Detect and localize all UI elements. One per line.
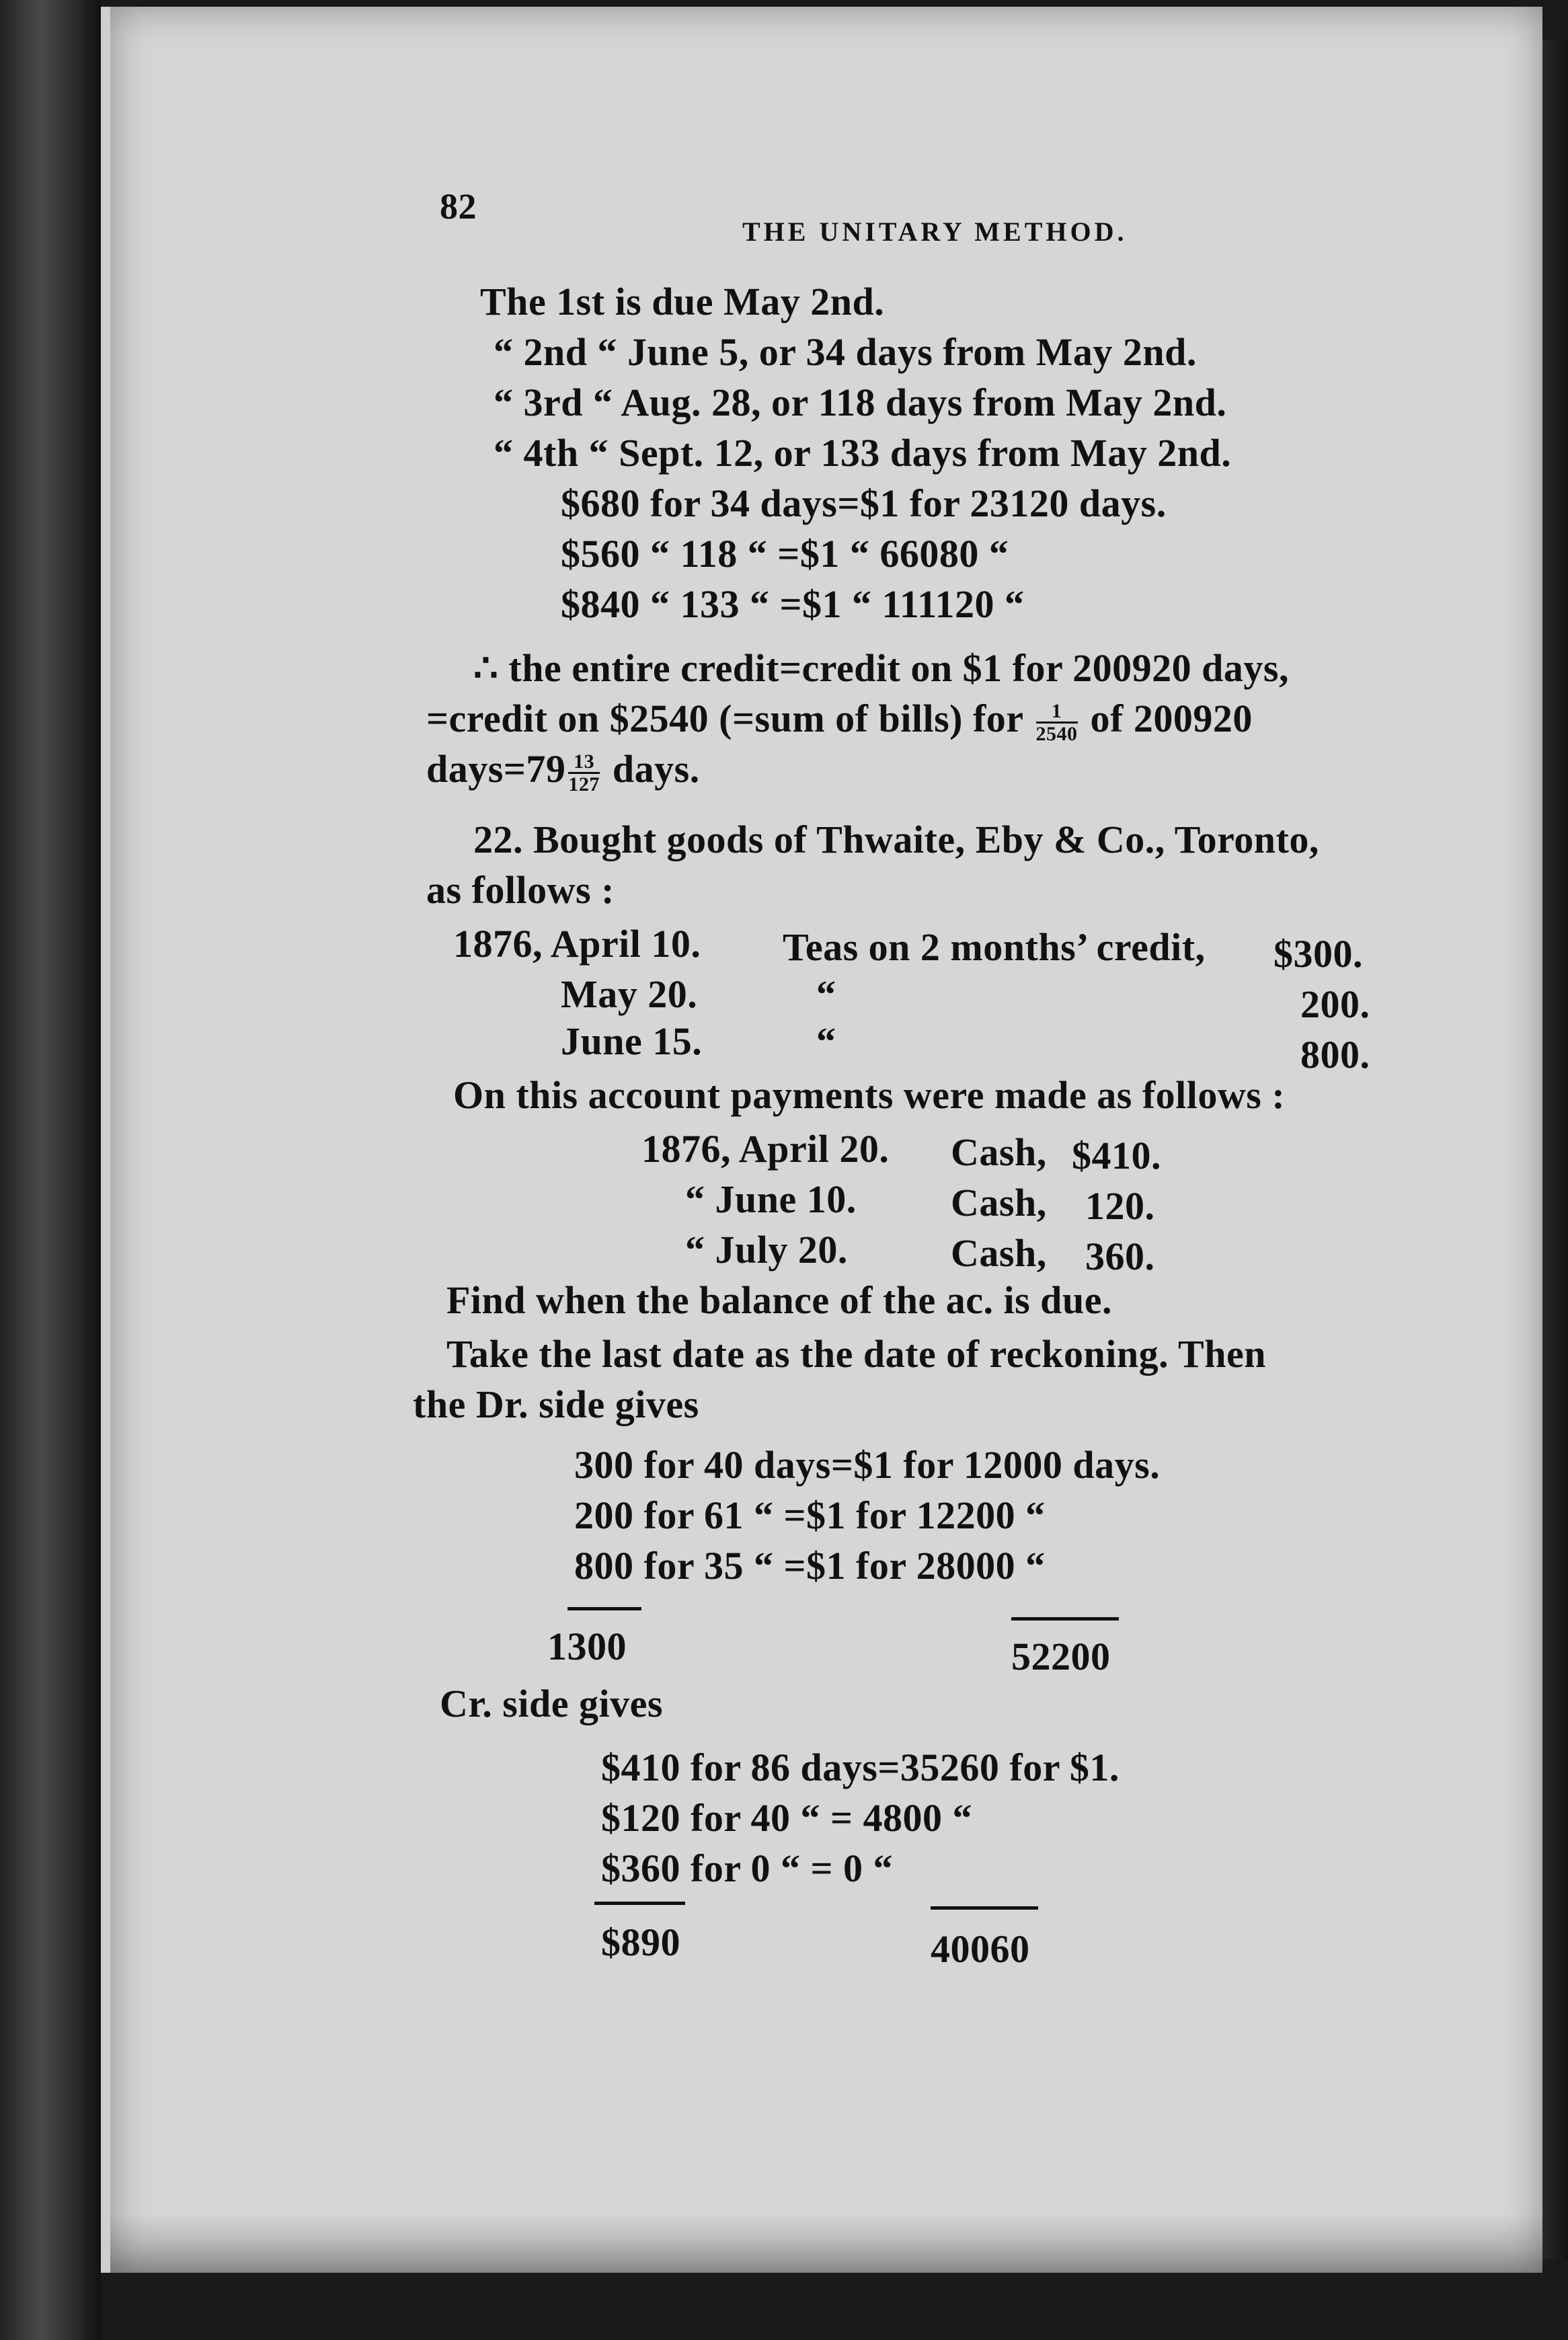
purchase-item: Teas on 2 months’ credit, [783,925,1206,969]
solution-line: Take the last date as the date of reckoning. Then [446,1332,1266,1376]
purchase-date: 1876, April 10. [453,922,701,966]
payment-amount: 120. [1085,1184,1155,1228]
conclusion-text: days. [612,747,700,791]
purchase-date: June 15. [561,1019,703,1063]
running-title: THE UNITARY METHOD. [742,217,1128,247]
question: Find when the balance of the ac. is due. [446,1278,1112,1322]
cr-line: $410 for 86 days=35260 for $1. [601,1746,1120,1789]
solution-line: the Dr. side gives [413,1382,699,1426]
conclusion-text: days=79 [426,747,566,791]
cr-total-left: $890 [601,1920,680,1964]
conclusion-line: ∴ the entire credit=credit on $1 for 200920 days, [473,646,1289,690]
sum-rule [567,1607,641,1610]
fraction [1036,701,1078,745]
problem-intro: 22. Bought goods of Thwaite, Eby & Co., Toronto, [473,818,1319,861]
purchase-amount: 800. [1300,1033,1370,1077]
book-page [101,7,1542,2273]
cr-intro: Cr. side gives [440,1682,663,1725]
purchase-item: “ [816,972,836,1016]
fraction [568,751,600,795]
due-line: “ 3rd “ Aug. 28, or 118 days from May 2nd. [494,381,1227,424]
calc-line: $680 for 34 days=$1 for 23120 days. [561,481,1167,525]
page-number: 82 [440,186,477,227]
purchase-item: “ [816,1019,836,1063]
purchase-amount: $300. [1273,932,1363,976]
payment-amount: 360. [1085,1235,1155,1278]
conclusion-line [426,699,1253,745]
cr-line: $120 for 40 “ = 4800 “ [601,1796,973,1840]
payment-date: “ June 10. [685,1177,857,1221]
sum-rule [594,1902,685,1905]
problem-intro: as follows : [426,868,615,912]
dr-line: 300 for 40 days=$1 for 12000 days. [574,1443,1161,1487]
fraction-denominator: 127 [568,773,600,796]
conclusion-line [426,747,700,796]
calc-line: $560 “ 118 “ =$1 “ 66080 “ [561,532,1009,576]
dr-total-right: 52200 [1011,1635,1111,1678]
due-line: The 1st is due May 2nd. [480,280,885,323]
book-spine [0,0,101,2340]
calc-line: $840 “ 133 “ =$1 “ 111120 “ [561,582,1025,626]
payment-date: 1876, April 20. [641,1127,890,1171]
sum-rule [1011,1617,1119,1621]
dr-total-left: 1300 [547,1625,627,1668]
payment-item: Cash, [951,1130,1047,1174]
conclusion-text: of 200920 [1090,697,1253,740]
cr-total-right: 40060 [931,1927,1030,1971]
payments-intro: On this account payments were made as follows : [453,1073,1286,1117]
fraction-numerator: 1 [1036,701,1078,724]
purchase-amount: 200. [1300,982,1370,1026]
due-line: “ 4th “ Sept. 12, or 133 days from May 2nd. [494,431,1232,475]
payment-item: Cash, [951,1231,1047,1275]
due-line: “ 2nd “ June 5, or 34 days from May 2nd. [494,330,1197,374]
cr-line: $360 for 0 “ = 0 “ [601,1846,894,1890]
payment-date: “ July 20. [685,1228,848,1272]
payment-item: Cash, [951,1181,1047,1224]
purchase-date: May 20. [561,972,698,1016]
fraction-denominator: 2540 [1035,723,1078,746]
payment-amount: $410. [1072,1134,1161,1177]
fraction-numerator: 13 [568,751,600,775]
dr-line: 800 for 35 “ =$1 for 28000 “ [574,1544,1046,1588]
sum-rule [931,1906,1038,1910]
conclusion-text: =credit on $2540 (=sum of bills) for [426,697,1023,740]
dr-line: 200 for 61 “ =$1 for 12200 “ [574,1493,1046,1537]
